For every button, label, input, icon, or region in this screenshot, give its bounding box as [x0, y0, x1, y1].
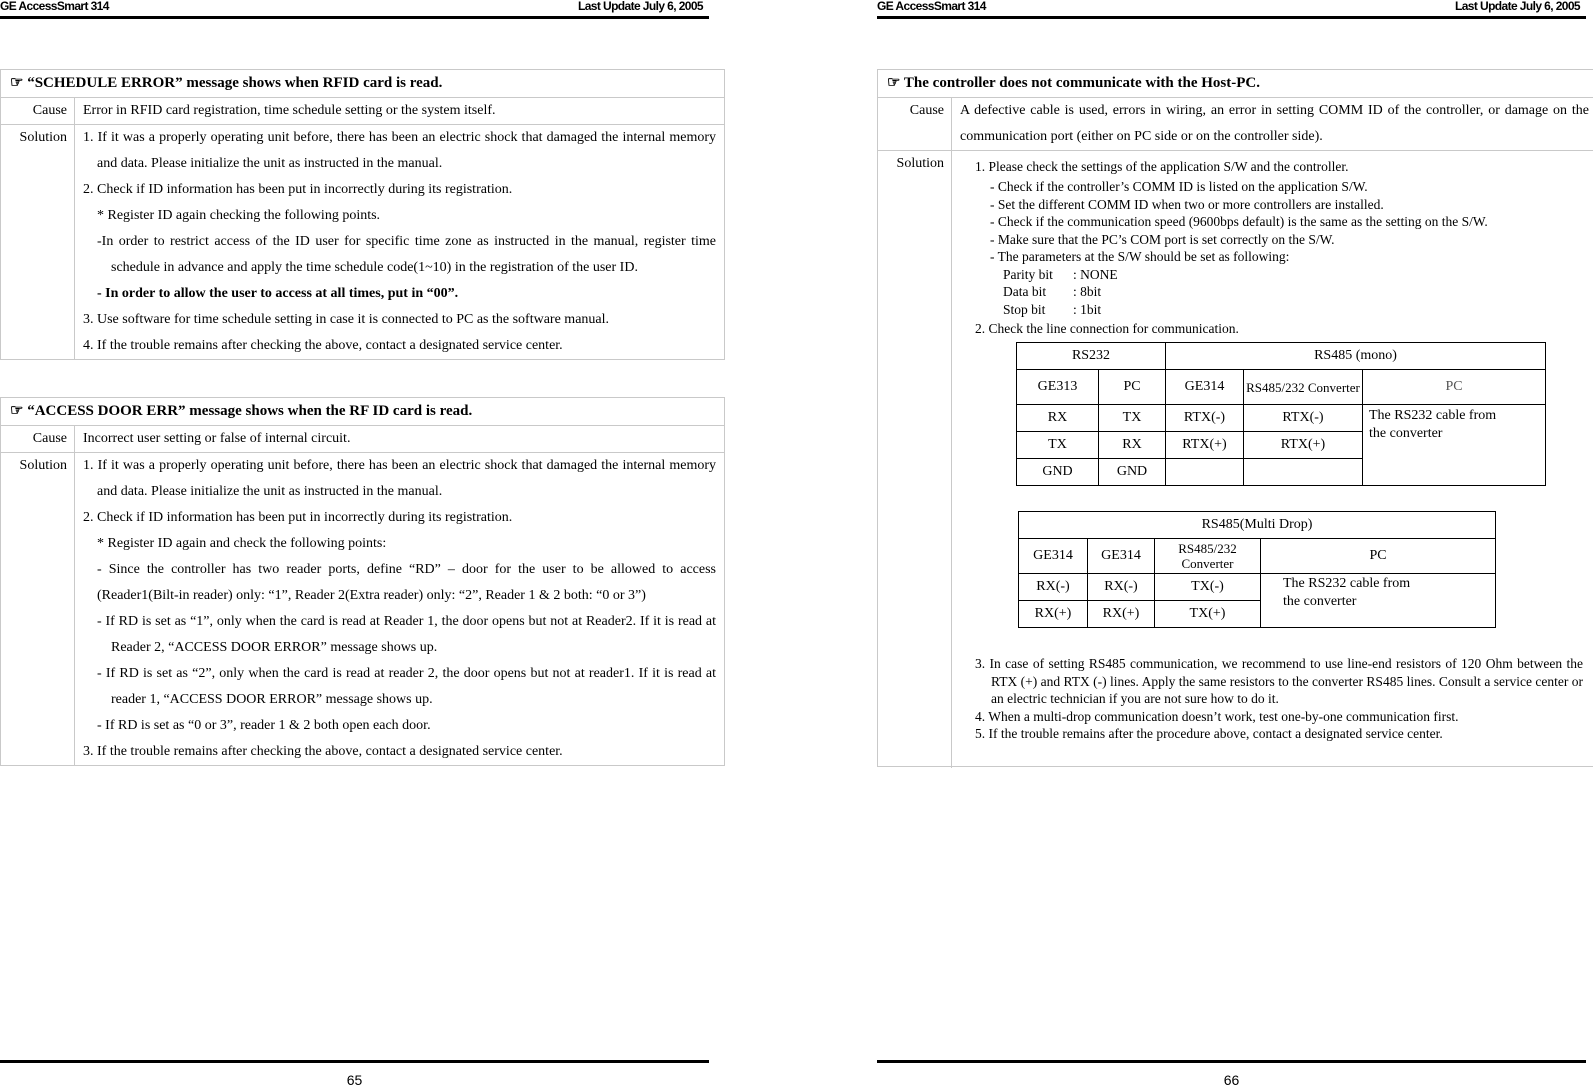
table-title: RS485(Multi Drop) [1019, 512, 1496, 539]
table-header: RS485/232 Converter [1244, 370, 1363, 405]
table-cell: RTX(-) [1166, 405, 1244, 432]
solution-step: 3. If the trouble remains after checking the above, contact a designated service center. [83, 744, 563, 759]
cause-label: Cause [1, 98, 75, 124]
solution-note: - If RD is set as “2”, only when the card is read at reader 2, the door opens but not at reader1. If it is read at reader 1, “ACCESS DOOR ERROR” message shows up. [97, 666, 716, 707]
solution-text [75, 125, 724, 359]
solution-note: * Register ID again and check the following points: [97, 536, 387, 551]
section-title: ☞ The controller does not communicate with the Host-PC. [887, 75, 1261, 91]
parameter: Parity bit : NONE [1003, 266, 1118, 282]
page-header [877, 0, 1586, 19]
checklist-item: - Make sure that the PC’s COM port is set correctly on the S/W. [990, 231, 1335, 247]
parameter: Data bit : 8bit [1003, 284, 1102, 299]
solution-step: 1. Please check the settings of the application S/W and the controller. [975, 159, 1349, 174]
section-title: ☞ “SCHEDULE ERROR” message shows when RFID card is read. [10, 75, 443, 91]
table-cell: RTX(+) [1244, 432, 1363, 459]
access-door-error-section [0, 397, 725, 766]
solution-row [1, 452, 724, 765]
cause-row [878, 97, 1593, 150]
cause-row [1, 425, 724, 452]
section-title: ☞ “ACCESS DOOR ERR” message shows when the RF ID card is read. [10, 403, 473, 419]
page-header [0, 0, 709, 19]
parameter: Stop bit : 1bit [1003, 301, 1102, 317]
solution-row [878, 150, 1593, 768]
solution-step: 1. If it was a properly operating unit before, there has been an electric shock that damaged the internal memory and data. Please initialize the unit as instructed in the manual. [83, 130, 716, 171]
page-number: 66 [1223, 1072, 1240, 1088]
solution-text [952, 151, 1593, 768]
footer-rule [877, 1060, 1586, 1063]
header-product: GE AccessSmart 314 [877, 0, 986, 13]
solution-note: - Since the controller has two reader ports, define “RD” – door for the user to be allowed to access (Reader1(Bilt-in reader) only: “1”, Reader 2(Extra reader) only: “2”, Reader 1 & 2 both: “0 or 3”) [97, 562, 716, 603]
solution-row [1, 124, 724, 359]
footer-rule [0, 1060, 709, 1063]
page-number: 65 [346, 1072, 363, 1088]
checklist-item: - Check if the controller’s COMM ID is listed on the application S/W. [990, 179, 1368, 194]
header-product: GE AccessSmart 314 [0, 0, 109, 13]
solution-step: 3. Use software for time schedule setting in case it is connected to PC as the software manual. [83, 312, 610, 327]
settings-checklist [975, 178, 1590, 266]
rs232-rs485-mono-table [1016, 342, 1546, 486]
table-cell: RTX(+) [1166, 432, 1244, 459]
page-66 [877, 0, 1593, 1086]
table-header: GE314 [1019, 539, 1088, 574]
header-date: Last Update July 6, 2005 [1455, 0, 1580, 13]
cause-label: Cause [878, 98, 952, 150]
solution-step: 1. If it was a properly operating unit before, there has been an electric shock that damaged the internal memory and data. Please initialize the unit as instructed in the manual. [83, 458, 716, 499]
cause-text: Incorrect user setting or false of internal circuit. [83, 431, 351, 446]
page-65 [0, 0, 725, 1086]
table-cell: RTX(-) [1244, 405, 1363, 432]
table-group-header: RS485 (mono) [1166, 343, 1546, 370]
cable-note: The RS232 cable from the converter [1261, 574, 1496, 628]
table-cell: RX [1017, 405, 1099, 432]
solution-note: * Register ID again checking the following points. [97, 208, 381, 223]
rs485-multidrop-table [1018, 511, 1496, 628]
checklist-item: - The parameters at the S/W should be set as following: [990, 249, 1290, 264]
cable-note: The RS232 cable from the converter [1363, 405, 1546, 486]
solution-note: - If RD is set as “0 or 3”, reader 1 & 2 both open each door. [97, 718, 431, 733]
table-cell: TX(+) [1155, 601, 1261, 628]
solution-label: Solution [1, 125, 75, 359]
table-cell: TX(-) [1155, 574, 1261, 601]
table-cell: GND [1017, 459, 1099, 486]
communication-section [877, 69, 1593, 767]
table-cell: RX(-) [1088, 574, 1155, 601]
solution-step: 3. In case of setting RS485 communication, we recommend to use line-end resistors of 120 Ohm between the RTX (+) and RTX (-) lines. Apply the same resistors to the converter RS485 lines. Consult a service center or an electric technician if you are not sure how to do it. [975, 656, 1583, 706]
table-header: GE313 [1017, 370, 1099, 405]
schedule-error-section [0, 69, 725, 360]
solution-label: Solution [878, 151, 952, 768]
cause-text: A defective cable is used, errors in wiring, an error in setting COMM ID of the controller, or damage on the communication port (either on PC side or on the controller side). [960, 103, 1589, 144]
table-group-header: RS232 [1017, 343, 1166, 370]
closing-steps [975, 652, 1583, 743]
solution-label: Solution [1, 453, 75, 765]
table-cell: GND [1099, 459, 1166, 486]
table-header: PC [1099, 370, 1166, 405]
cause-row [1, 97, 724, 124]
table-cell: RX(-) [1019, 574, 1088, 601]
parameter-list [975, 266, 1590, 319]
solution-step: 2. Check the line connection for communication. [975, 321, 1239, 336]
solution-step: 4. If the trouble remains after checking the above, contact a designated service center. [83, 338, 563, 353]
solution-note-bold: - In order to allow the user to access at all times, put in “00”. [97, 286, 459, 301]
table-header: PC [1363, 370, 1546, 405]
table-header: PC [1261, 539, 1496, 574]
table-header: GE314 [1166, 370, 1244, 405]
solution-note: - If RD is set as “1”, only when the card is read at Reader 1, the door opens but not at Reader2. If it is read at Reader 2, “ACCESS DOOR ERROR” message shows up. [97, 614, 716, 655]
checklist-item: - Set the different COMM ID when two or more controllers are installed. [990, 196, 1384, 212]
solution-step: 2. Check if ID information has been put in incorrectly during its registration. [83, 510, 513, 525]
cause-label: Cause [1, 426, 75, 452]
solution-text [75, 453, 724, 765]
solution-step: 4. When a multi-drop communication doesn’t work, test one-by-one communication first. [975, 708, 1459, 724]
table-cell: RX(+) [1088, 601, 1155, 628]
table-header: GE314 [1088, 539, 1155, 574]
table-cell: RX [1099, 432, 1166, 459]
table-cell: TX [1017, 432, 1099, 459]
header-date: Last Update July 6, 2005 [578, 0, 703, 13]
table-cell [1166, 459, 1244, 486]
table-cell: RX(+) [1019, 601, 1088, 628]
table-header: RS485/232 Converter [1155, 539, 1261, 574]
solution-step: 5. If the trouble remains after the procedure above, contact a designated service center. [975, 726, 1443, 741]
solution-step: 2. Check if ID information has been put in incorrectly during its registration. [83, 182, 513, 197]
solution-note: -In order to restrict access of the ID user for specific time zone as instructed in the manual, register time schedule in advance and apply the time schedule code(1~10) in the registration of the user ID. [97, 234, 716, 275]
checklist-item: - Check if the communication speed (9600bps default) is the same as the setting on the S/W. [990, 214, 1488, 229]
cause-text: Error in RFID card registration, time schedule setting or the system itself. [83, 103, 496, 118]
table-cell [1244, 459, 1363, 486]
table-cell: TX [1099, 405, 1166, 432]
